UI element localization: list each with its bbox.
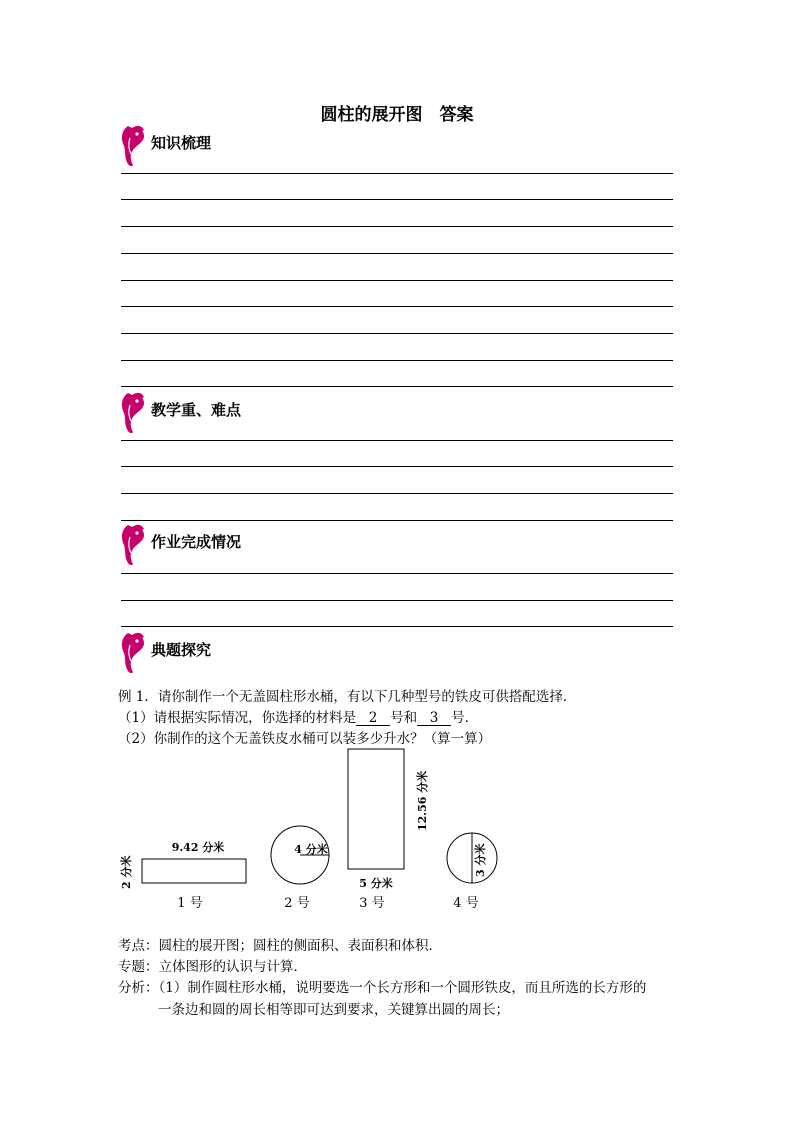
answer-line	[121, 600, 673, 601]
rect-3	[348, 749, 404, 869]
answer-line	[121, 253, 673, 254]
label-1: 1 号	[177, 896, 203, 911]
answer-line	[121, 173, 673, 174]
answer-line	[121, 306, 673, 307]
circle2-radius-label: 4 分米	[294, 843, 328, 856]
answer-line	[121, 360, 673, 361]
answer-line	[121, 333, 673, 334]
label-4: 4 号	[453, 896, 479, 911]
answer-line	[121, 440, 673, 441]
materials-figure	[110, 745, 530, 920]
answer-line	[121, 280, 673, 281]
rect3-height-label: 12.56 分米	[416, 770, 429, 831]
rect1-length-label: 9.42 分米	[171, 841, 225, 854]
answer-line	[121, 573, 673, 574]
figure-svg	[110, 745, 530, 920]
example-part1: （1）请根据实际情况，你选择的材料是 2 号和 3 号．	[118, 710, 479, 726]
answer-line	[121, 226, 673, 227]
dolphin-icon	[118, 631, 148, 675]
dolphin-icon	[118, 391, 148, 435]
label-2: 2 号	[284, 896, 310, 911]
section-title: 典题探究	[151, 641, 212, 659]
solution-fenxi: 分析：（1）制作圆柱形水桶，说明要选一个长方形和一个圆形铁皮，而且所选的长方形的	[118, 980, 647, 996]
dolphin-icon	[118, 523, 148, 567]
example-part2: （2）你制作的这个无盖铁皮水桶可以装多少升水？（算一算）	[118, 731, 492, 747]
answer-blank: 3	[417, 711, 451, 726]
rect3-width-label: 5 分米	[359, 877, 393, 890]
solution-zhuanti: 专题：立体图形的认识与计算．	[118, 959, 307, 975]
dolphin-icon	[118, 124, 148, 168]
circle4-diameter-label: 3 分米	[474, 843, 487, 877]
rect-1	[142, 859, 246, 883]
answer-line	[121, 493, 673, 494]
section-title: 知识梳理	[151, 134, 212, 152]
section-title: 教学重、难点	[151, 401, 242, 419]
answer-line	[121, 626, 673, 627]
section-title: 作业完成情况	[151, 533, 242, 551]
label-3: 3 号	[359, 896, 385, 911]
rect1-width-label: 2 分米	[120, 855, 133, 889]
answer-blank: 2	[356, 711, 390, 726]
answer-line	[121, 386, 673, 387]
page-title: 圆柱的展开图 答案	[320, 105, 474, 125]
answer-line	[121, 199, 673, 200]
solution-kaodian: 考点：圆柱的展开图；圆柱的侧面积、表面积和体积．	[118, 938, 442, 954]
answer-line	[121, 520, 673, 521]
solution-fenxi-continued: 一条边和圆的周长相等即可达到要求，关键算出圆的周长；	[158, 1002, 509, 1018]
answer-line	[121, 466, 673, 467]
example-question: 例 1．请你制作一个无盖圆柱形水桶，有以下几种型号的铁皮可供搭配选择．	[118, 689, 577, 705]
